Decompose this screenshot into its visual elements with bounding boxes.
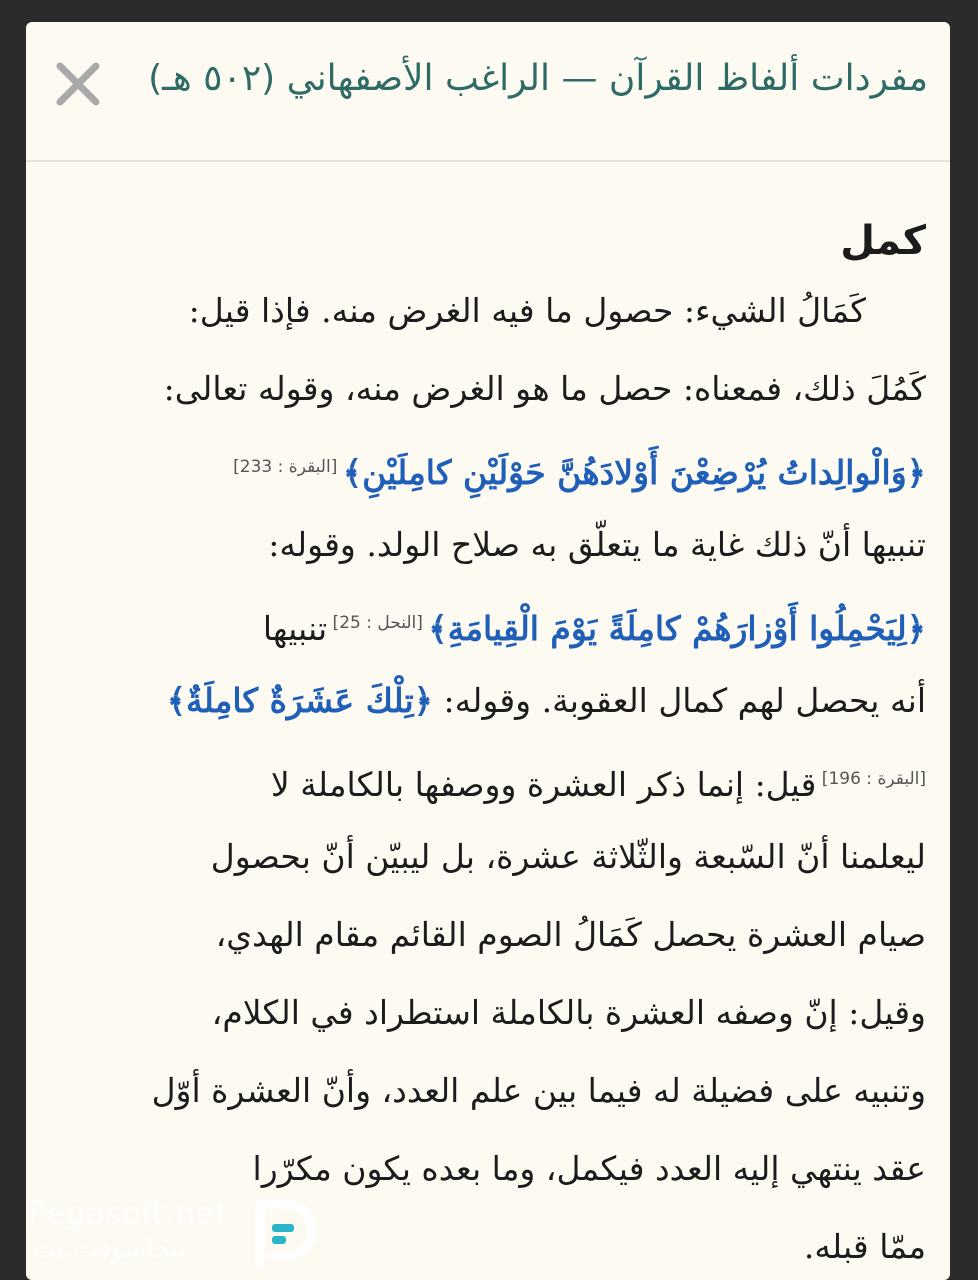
header-bar bbox=[26, 22, 950, 162]
close-button[interactable] bbox=[50, 56, 106, 112]
text-line bbox=[50, 818, 926, 896]
quran-verse: ﴿تِلْكَ عَشَرَةٌ كامِلَةٌ﴾ bbox=[166, 681, 433, 720]
quran-verse: ﴿وَالْوالِداتُ يُرْضِعْنَ أَوْلادَهُنَّ حَوْلَيْنِ كامِلَيْنِ﴾ bbox=[342, 453, 926, 492]
text-segment: عقد ينتهي إليه العدد فيكمل، وما بعده يكون مكرّرا bbox=[252, 1149, 926, 1188]
verse-reference: [البقرة : 196] bbox=[816, 769, 926, 789]
pegasoft-logo-icon bbox=[242, 1190, 320, 1270]
text-line bbox=[50, 740, 926, 818]
text-segment: ممّا قبله. bbox=[803, 1227, 926, 1266]
close-icon bbox=[50, 56, 106, 112]
text-line bbox=[50, 350, 926, 428]
verse-reference: [النحل : 25] bbox=[327, 613, 429, 633]
quran-verse: ﴿لِيَحْمِلُوا أَوْزارَهُمْ كامِلَةً يَوْمَ الْقِيامَةِ﴾ bbox=[428, 609, 926, 648]
text-segment: تنبيها bbox=[262, 609, 328, 648]
text-line bbox=[50, 896, 926, 974]
text-segment: كَمَالُ الشيء: حصول ما فيه الغرض منه. فإذا قيل: bbox=[188, 291, 866, 330]
text-segment: تنبيها أنّ ذلك غاية ما يتعلّق به صلاح الولد. وقوله: bbox=[268, 525, 926, 564]
watermark-text-ar: بيجاسوفت.نت bbox=[32, 1234, 186, 1264]
text-segment: وقيل: إنّ وصفه العشرة بالكاملة استطراد في الكلام، bbox=[211, 993, 926, 1032]
text-line bbox=[50, 662, 926, 740]
entry-content bbox=[26, 162, 950, 1280]
text-segment: وتنبيه على فضيلة له فيما بين علم العدد، وأنّ العشرة أوّل bbox=[151, 1071, 926, 1110]
text-segment: أنه يحصل لهم كمال العقوبة. وقوله: bbox=[432, 681, 926, 720]
watermark-text-en: Pegasoft.net bbox=[28, 1196, 228, 1232]
site-watermark bbox=[28, 1190, 328, 1270]
entry-heading: كمل bbox=[840, 218, 926, 264]
text-line bbox=[50, 272, 926, 350]
text-line bbox=[50, 506, 926, 584]
text-line bbox=[50, 1052, 926, 1130]
text-line bbox=[50, 584, 926, 662]
dictionary-entry-card bbox=[26, 22, 950, 1280]
text-segment: صيام العشرة يحصل كَمَالُ الصوم القائم مقام الهدي، bbox=[215, 915, 926, 954]
entry-text bbox=[50, 272, 926, 1280]
text-segment: قيل: إنما ذكر العشرة ووصفها بالكاملة لا bbox=[270, 765, 817, 804]
verse-reference: [البقرة : 233] bbox=[233, 457, 343, 477]
text-line bbox=[50, 974, 926, 1052]
book-title: مفردات ألفاظ القرآن — الراغب الأصفهاني (٥٠٢ هـ) bbox=[148, 58, 928, 99]
text-segment: كَمُلَ ذلك، فمعناه: حصل ما هو الغرض منه، وقوله تعالى: bbox=[163, 369, 926, 408]
text-segment: ليعلمنا أنّ السّبعة والثّلاثة عشرة، بل ليبيّن أنّ بحصول bbox=[210, 837, 926, 876]
text-line bbox=[50, 428, 926, 506]
